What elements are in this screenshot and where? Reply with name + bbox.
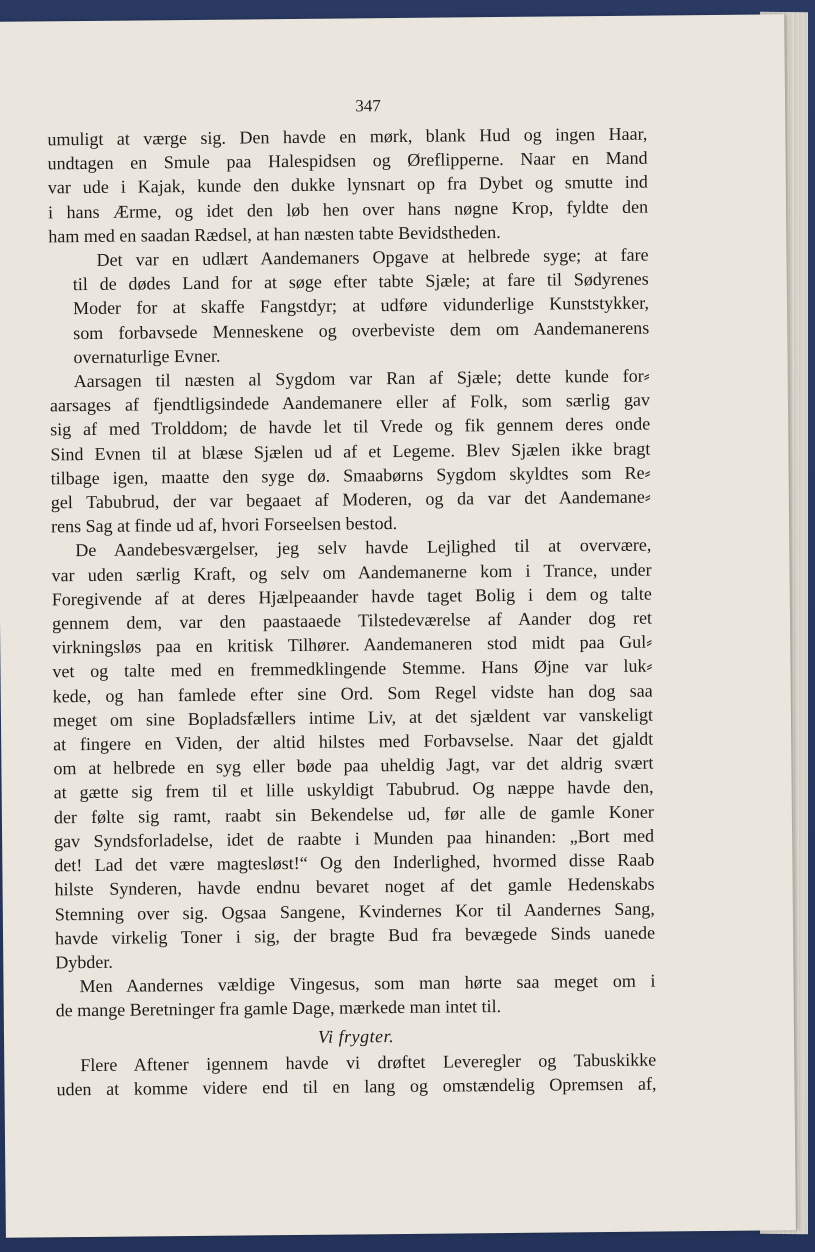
- text-line: det! Lad det være magtesløst!“ Og den Inderlighed, hvormed disse Raab: [54, 849, 655, 876]
- text-line: Det var en udlært Aandemaners Opgave at helbrede syge; at fare: [96, 244, 649, 270]
- page-body-text: [47, 122, 656, 1102]
- text-line: rens Sag at finde ud af, hvori Forseelsen bestod.: [51, 513, 398, 537]
- paragraph-3: [50, 364, 652, 539]
- text-line: meget om sine Bopladsfællers intime Liv, at det sjældent var vanskeligt: [52, 704, 654, 731]
- text-line: overnaturlige Evner.: [73, 345, 221, 367]
- text-line: Foregivende af at deres Hjælpeaander havde taget Bolig i dem og talte: [51, 583, 652, 610]
- text-line: som forbavsede Menneskene og overbeviste dem om Aandemanerens: [73, 317, 650, 343]
- text-line: Flere Aftener igennem havde vi drøftet Leveregler og Tabuskikke: [80, 1049, 657, 1075]
- paragraph-1: [47, 122, 648, 249]
- text-line: gennem dem, var den paastaaede Tilstedeværelse af Aander dog ret: [51, 607, 653, 634]
- text-line: Sind Evnen til at blæse Sjælen ud af et Legeme. Blev Sjælen ikke bragt: [50, 438, 651, 464]
- text-line: vet og talte med en fremmedklingende Stemme. Hans Øjne var luk⸗: [52, 656, 653, 682]
- text-line: tilbage igen, maatte den syge dø. Smaabørns Sygdom skyldtes som Re⸗: [50, 462, 651, 489]
- text-line: undtagen en Smule paa Halespidsen og Øreflipperne. Naar en Mand: [47, 147, 648, 174]
- text-line: sig af med Trolddom; de havde let til Vrede og fik gennem deres onde: [50, 414, 651, 440]
- text-line: var ude i Kajak, kunde den dukke lynsnart op fra Dybet og smutte ind: [47, 172, 648, 198]
- text-line: aarsages af fjendtligsindede Aandemanere eller af Folk, som særlig gav: [49, 389, 651, 416]
- text-line: der følte sig ramt, raabt sin Bekendelse ud, før alle de gamle Koner: [53, 801, 654, 828]
- text-line: gel Tabubrud, der var begaaet af Moderen, og da var det Aandemane⸗: [50, 486, 651, 513]
- page-number: 347: [355, 96, 381, 116]
- text-line: Stemning over sig. Ogsaa Sangene, Kvindernes Kor til Aandernes Sang,: [54, 898, 655, 924]
- text-line: De Aandebesværgelser, jeg selv havde Lejlighed til at overvære,: [75, 535, 652, 561]
- book-page: [0, 14, 796, 1238]
- text-line: umuligt at værge sig. Den havde en mørk, blank Hud og ingen Haar,: [47, 123, 648, 150]
- section-subheading: Vi frygter.: [317, 1025, 395, 1047]
- text-line: ham med en saadan Rædsel, at han næsten tabte Bevidstheden.: [48, 221, 501, 247]
- text-line: de mange Beretninger fra gamle Dage, mærkede man intet til.: [55, 996, 502, 1021]
- text-line: at gætte sig frem til et lille uskyldigt Tabubrud. Og næppe havde den,: [53, 777, 654, 803]
- text-line: havde virkelig Toner i sig, der bragte Bud fra bevægede Sinds uanede: [54, 922, 656, 949]
- paragraph-4: [51, 533, 655, 974]
- text-line: virkningsløs paa en kritisk Tilhører. Aandemaneren stod midt paa Gul⸗: [52, 631, 653, 658]
- text-line: var uden særlig Kraft, og selv om Aandemanerne kom i Trance, under: [51, 559, 652, 585]
- text-line: Men Aandernes vældige Vingesus, som man hørte saa meget om i: [79, 970, 656, 997]
- text-line: om at helbrede en syg eller bøde paa uheldig Jagt, var det aldrig svært: [53, 752, 654, 779]
- text-line: Dybder.: [55, 951, 113, 973]
- paragraph-2: [48, 243, 649, 370]
- text-line: at fingere en Viden, der altid hilstes med Forbavselse. Naar det gjaldt: [53, 728, 654, 755]
- text-line: kede, og han famlede efter sine Ord. Som Regel vidste han dog saa: [52, 680, 653, 707]
- text-line: i hans Ærme, og idet den løb hen over hans nøgne Krop, fyldte den: [47, 196, 649, 222]
- paragraph-5: [55, 969, 655, 1023]
- text-line: uden at komme videre end til en lang og omstændelig Opremsen af,: [56, 1073, 657, 1100]
- text-line: Moder for at skaffe Fangstdyr; at udføre vidunderlige Kunststykker,: [72, 293, 650, 319]
- text-line: til de dødes Land for at søge efter tabte Sjæle; at fare til Sødyrenes: [72, 268, 649, 295]
- text-line: gav Syndsforladelse, idet de raabte i Munden paa hinanden: „Bort med: [54, 825, 655, 852]
- text-line: Aarsagen til næsten al Sygdom var Ran af Sjæle; dette kunde for⸗: [73, 365, 650, 392]
- text-line: hilste Synderen, havde endnu bevaret noget af det gamle Hedenskabs: [54, 873, 655, 900]
- paragraph-6: [56, 1047, 656, 1101]
